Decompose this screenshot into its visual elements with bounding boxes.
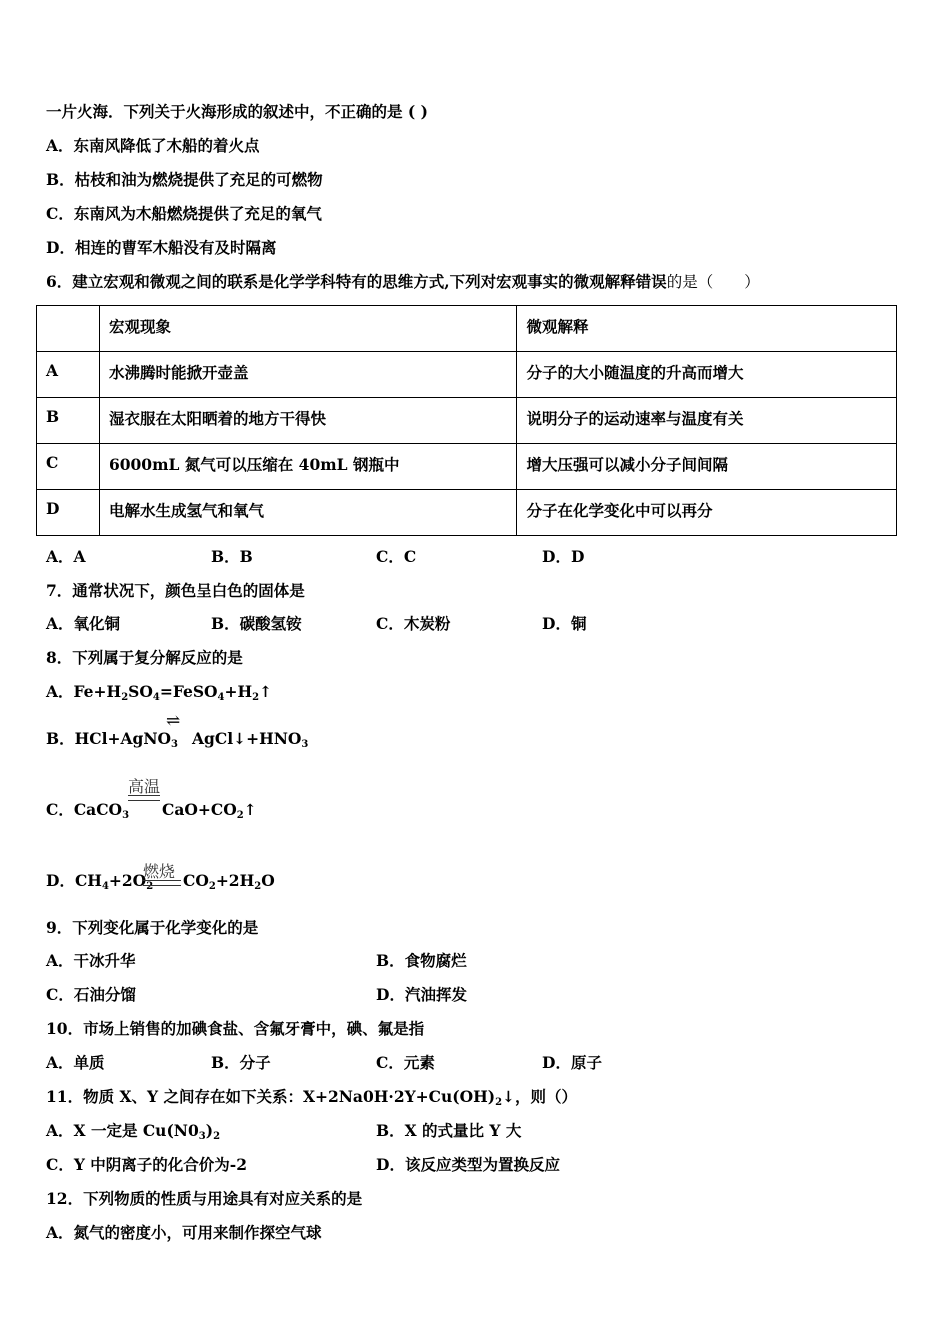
table-cell: 分子的大小随温度的升高而增大 xyxy=(517,352,897,398)
q8-option-b xyxy=(46,729,178,749)
q7-stem: 7．通常状况下，颜色呈白色的固体是 xyxy=(46,581,305,600)
q9-option-a: A．干冰升华 xyxy=(46,951,136,970)
q5-option-b: B．枯枝和油为燃烧提供了充足的可燃物 xyxy=(46,170,323,189)
reversible-arrow-icon: ⇌ xyxy=(166,711,181,731)
equation-text: =FeSO xyxy=(159,682,218,701)
q11-option-b: B．X 的式量比 Y 大 xyxy=(376,1121,522,1140)
q7-option-b: B．碳酸氢铵 xyxy=(211,614,302,633)
subscript: 3 xyxy=(171,739,178,750)
q6-stem-bold: 6．建立宏观和微观之间的联系是化学学科特有的思维方式,下列对宏观事实的微观解释错误 xyxy=(46,272,667,291)
q11-option-a xyxy=(46,1121,220,1141)
subscript: 2 xyxy=(208,881,216,892)
subscript: 4 xyxy=(101,881,109,892)
q7-option-d: D．铜 xyxy=(542,614,587,633)
q12-stem: 12．下列物质的性质与用途具有对应关系的是 xyxy=(46,1189,363,1208)
q8-option-b-products xyxy=(192,729,308,749)
stem-text: 11．物质 X、Y 之间存在如下关系：X+2Na0H xyxy=(46,1087,389,1106)
table-header-cell xyxy=(37,306,100,352)
q6-option-c: C．C xyxy=(376,547,417,566)
equation-text: +2H xyxy=(215,871,255,890)
q6-option-a: A．A xyxy=(46,547,86,566)
q12-option-a: A．氮气的密度小，可用来制作探空气球 xyxy=(46,1223,322,1242)
table-row xyxy=(37,398,897,444)
q6-table xyxy=(36,305,897,536)
q9-option-c: C．石油分馏 xyxy=(46,985,136,1004)
stem-text: 2Y+Cu(OH) xyxy=(393,1087,496,1106)
q10-stem: 10．市场上销售的加碘食盐、含氟牙膏中，碘、氟是指 xyxy=(46,1019,425,1038)
option-text: ) xyxy=(205,1121,214,1140)
q6-option-d: D．D xyxy=(542,547,585,566)
equation-text: ↑ xyxy=(243,800,257,819)
subscript: 3 xyxy=(122,810,130,821)
equation-text: A．Fe+H xyxy=(46,682,122,701)
equation-text: CO xyxy=(183,871,209,890)
subscript: 4 xyxy=(152,692,160,703)
q6-stem xyxy=(46,272,760,292)
condition-ignite: 燃烧 xyxy=(143,862,176,881)
q5-option-c: C．东南风为木船燃烧提供了充足的氧气 xyxy=(46,204,322,223)
equation-text: B．HCl+AgNO xyxy=(46,729,171,748)
equation-text: D．CH xyxy=(46,871,102,890)
equation-text: CaO+CO xyxy=(162,800,237,819)
q11-option-c: C．Y 中阴离子的化合价为-2 xyxy=(46,1155,248,1174)
q5-option-a: A．东南风降低了木船的着火点 xyxy=(46,136,260,155)
q10-option-c: C．元素 xyxy=(376,1053,435,1072)
q9-option-d: D．汽油挥发 xyxy=(376,985,467,1004)
subscript: 3 xyxy=(198,1131,206,1142)
table-cell: 湿衣服在太阳晒着的地方干得快 xyxy=(99,398,517,444)
table-cell: 分子在化学变化中可以再分 xyxy=(517,490,897,536)
q10-option-a: A．单质 xyxy=(46,1053,105,1072)
stem-text: · xyxy=(388,1087,394,1106)
q5-option-d: D．相连的曹军木船没有及时隔离 xyxy=(46,238,277,257)
equation-text: O xyxy=(261,871,275,890)
q8-option-c-products xyxy=(162,800,257,820)
double-line-icon xyxy=(128,795,160,801)
table-cell: A xyxy=(37,352,100,398)
q11-option-d: D．该反应类型为置换反应 xyxy=(376,1155,560,1174)
table-row xyxy=(37,306,897,352)
equation-text: ↑ xyxy=(259,682,273,701)
q5-stem: 一片火海．下列关于火海形成的叙述中，不正确的是 ( ) xyxy=(46,102,428,121)
q7-option-a: A．氧化铜 xyxy=(46,614,121,633)
equation-text: C．CaCO xyxy=(46,800,123,819)
condition-high-temp: 高温 xyxy=(128,777,161,796)
q10-option-d: D．原子 xyxy=(542,1053,602,1072)
subscript: 3 xyxy=(301,739,309,750)
option-text: A．X 一定是 Cu(N0 xyxy=(46,1121,199,1140)
q9-stem: 9．下列变化属于化学变化的是 xyxy=(46,918,259,937)
table-cell: D xyxy=(37,490,100,536)
subscript: 2 xyxy=(495,1097,503,1108)
table-cell: 6000mL 氮气可以压缩在 40mL 钢瓶中 xyxy=(99,444,517,490)
table-cell: 水沸腾时能掀开壶盖 xyxy=(99,352,517,398)
q8-option-c xyxy=(46,800,129,820)
q10-option-b: B．分子 xyxy=(211,1053,271,1072)
subscript: 2 xyxy=(236,810,244,821)
q8-stem: 8．下列属于复分解反应的是 xyxy=(46,648,243,667)
table-row xyxy=(37,490,897,536)
double-line-icon xyxy=(143,880,181,886)
q6-option-b: B．B xyxy=(211,547,253,566)
table-row xyxy=(37,352,897,398)
table-cell: 电解水生成氢气和氧气 xyxy=(99,490,517,536)
q11-stem xyxy=(46,1087,577,1107)
subscript: 2 xyxy=(213,1131,221,1142)
equation-text: SO xyxy=(128,682,153,701)
table-header-cell: 微观解释 xyxy=(517,306,897,352)
table-header-cell: 宏观现象 xyxy=(99,306,517,352)
table-cell: 增大压强可以减小分子间间隔 xyxy=(517,444,897,490)
q9-option-b: B．食物腐烂 xyxy=(376,951,467,970)
q7-option-c: C．木炭粉 xyxy=(376,614,451,633)
equation-text: +H xyxy=(224,682,253,701)
equation-text: +2O xyxy=(108,871,147,890)
table-cell: C xyxy=(37,444,100,490)
table-row xyxy=(37,444,897,490)
table-cell: 说明分子的运动速率与温度有关 xyxy=(517,398,897,444)
table-cell: B xyxy=(37,398,100,444)
q8-option-d-products xyxy=(183,871,275,891)
q8-option-a xyxy=(46,682,272,702)
subscript: 2 xyxy=(146,881,154,892)
subscript: 2 xyxy=(254,881,262,892)
equation-text: AgCl↓+HNO xyxy=(192,729,302,748)
subscript: 2 xyxy=(121,692,129,703)
subscript: 4 xyxy=(217,692,225,703)
subscript: 2 xyxy=(252,692,260,703)
stem-text: ↓，则（） xyxy=(502,1087,578,1106)
q6-stem-tail: 的是（ ） xyxy=(666,273,760,291)
q8-option-d xyxy=(46,871,153,891)
